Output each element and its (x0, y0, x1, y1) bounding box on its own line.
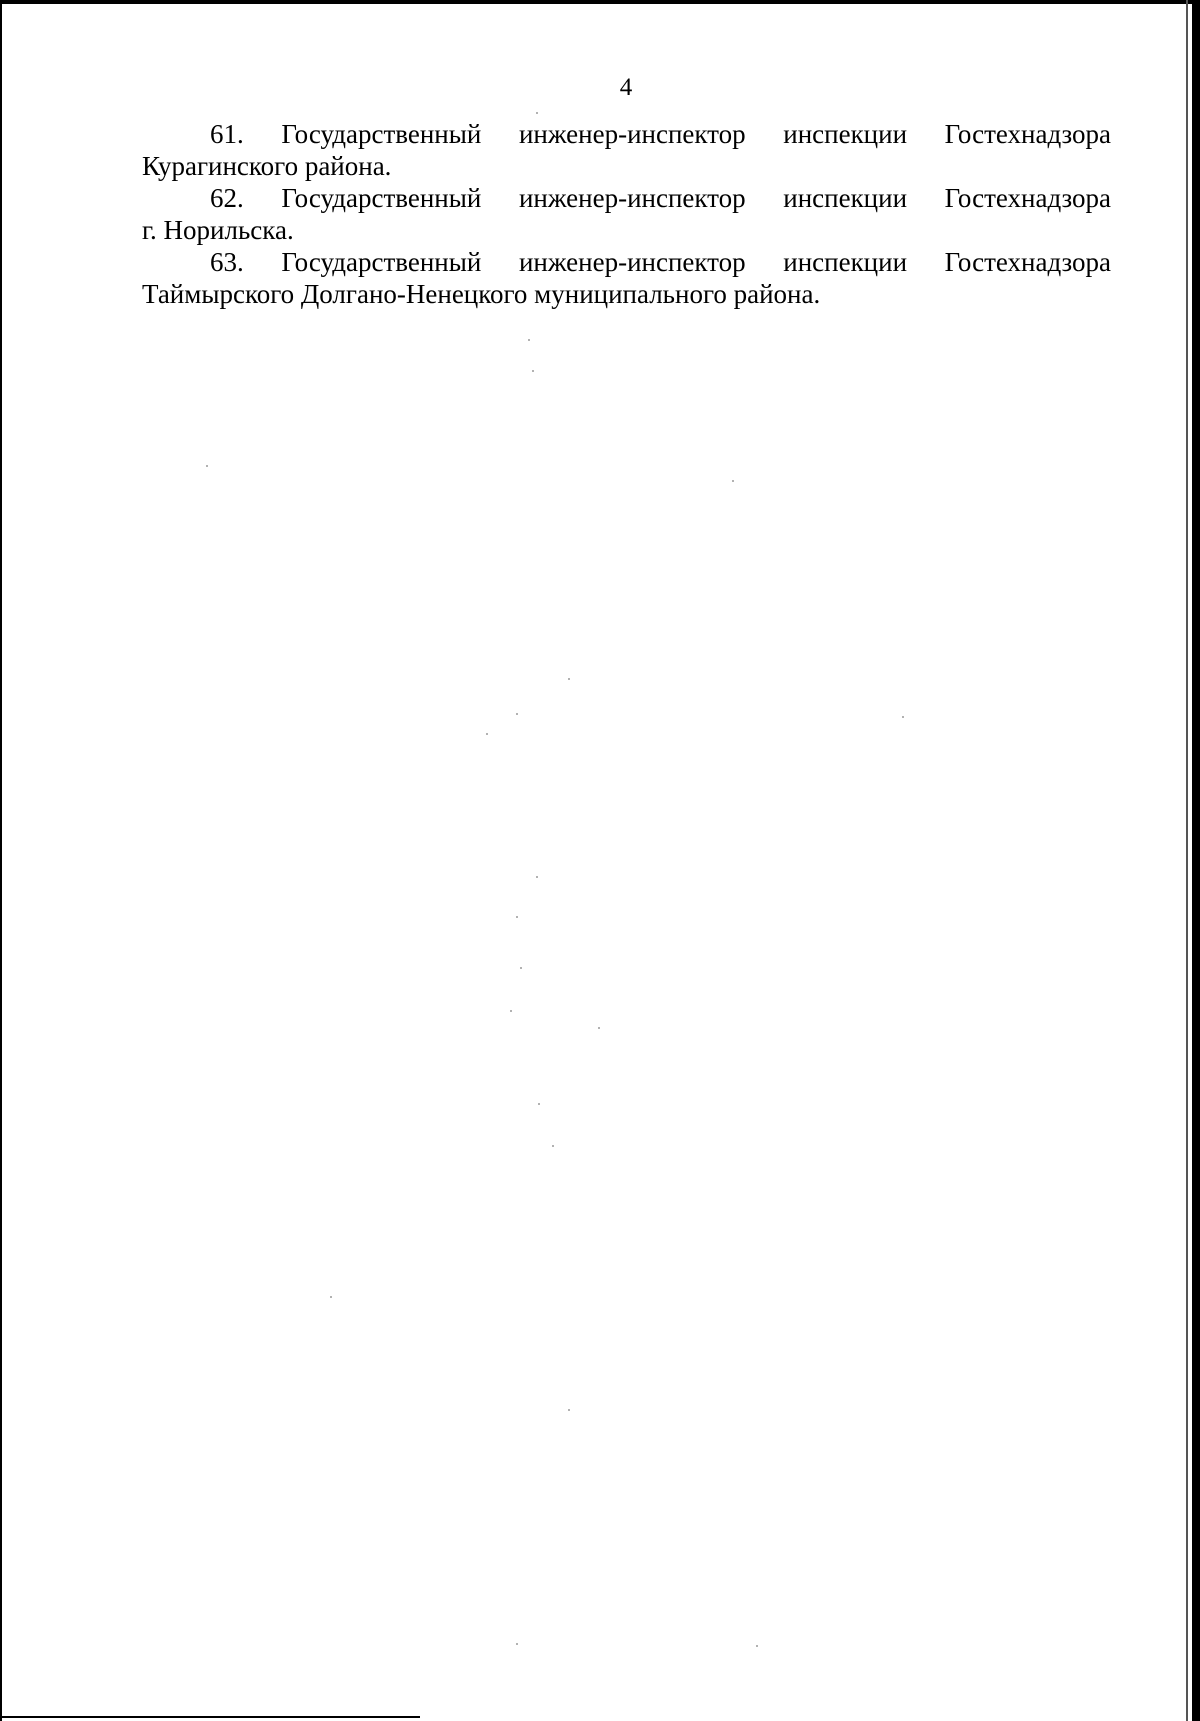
list-item-number: 62. (210, 183, 244, 213)
scan-speck (598, 1027, 600, 1029)
list-item (142, 118, 1111, 182)
list-item (142, 182, 1111, 246)
scan-speck (520, 967, 522, 969)
scan-border-left (0, 0, 2, 1721)
scan-speck (552, 1145, 554, 1147)
scan-speck (206, 465, 208, 467)
list-item-text: Государственный инженер-инспектор инспекции Гостехнадзора (281, 183, 1111, 213)
scan-speck (330, 1296, 332, 1298)
scan-border-right-inner (1186, 0, 1188, 1721)
list-item-continuation: Таймырского Долгано-Ненецкого муниципального района. (142, 279, 821, 309)
scan-speck (528, 339, 530, 341)
list-item-number: 61. (210, 119, 244, 149)
list-item-first-line (142, 246, 1111, 278)
scan-speck (516, 916, 518, 918)
scan-border-bottom (0, 1716, 420, 1718)
list-item-continuation: Курагинского района. (142, 151, 392, 181)
scan-speck (532, 370, 534, 372)
scan-speck (902, 716, 904, 718)
list-item-first-line (142, 118, 1111, 150)
list-item-text: Государственный инженер-инспектор инспекции Гостехнадзора (281, 119, 1111, 149)
scan-speck (568, 678, 570, 680)
scan-speck (536, 112, 538, 114)
scan-speck (510, 1010, 512, 1012)
scan-border-right (1192, 0, 1200, 1721)
scan-speck (486, 733, 488, 735)
scan-speck (568, 1409, 570, 1411)
scan-border-top (0, 0, 1200, 4)
scan-speck (538, 1103, 540, 1105)
scan-speck (732, 480, 734, 482)
scan-speck (756, 1645, 758, 1647)
page-number: 4 (619, 74, 633, 101)
list-item-number: 63. (210, 247, 244, 277)
document-body (142, 118, 1111, 310)
scan-speck (516, 713, 518, 715)
list-item-text: Государственный инженер-инспектор инспекции Гостехнадзора (281, 247, 1111, 277)
scan-speck (536, 876, 538, 878)
scan-speck (516, 1643, 518, 1645)
list-item-first-line (142, 182, 1111, 214)
list-item (142, 246, 1111, 310)
list-item-continuation: г. Норильска. (142, 215, 294, 245)
